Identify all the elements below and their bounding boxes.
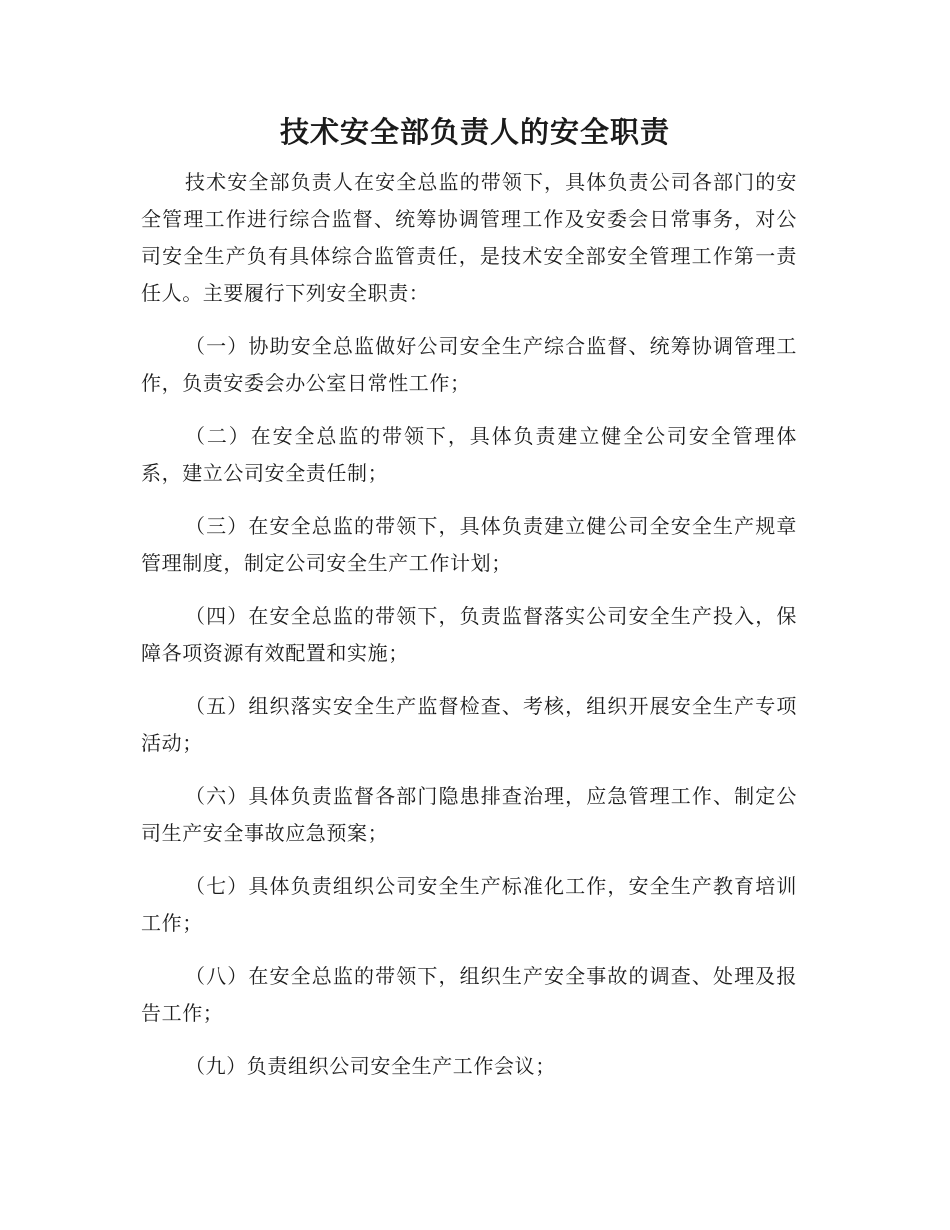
duty-item-7: （七）具体负责组织公司安全生产标准化工作，安全生产教育培训工作； [141,874,797,935]
page-title: 技术安全部负责人的安全职责 [279,115,670,149]
duty-item-8: （八）在安全总监的带领下，组织生产安全事故的调查、处理及报告工作； [141,964,797,1025]
document-body [141,164,797,1101]
duty-item-2: （二）在安全总监的带领下，具体负责建立健全公司安全管理体系，建立公司安全责任制； [141,424,797,485]
duty-item-5: （五）组织落实安全生产监督检查、考核，组织开展安全生产专项活动； [141,694,797,755]
duty-item-6: （六）具体负责监督各部门隐患排查治理，应急管理工作、制定公司生产安全事故应急预案； [141,784,797,845]
duty-item-9: （九）负责组织公司安全生产工作会议； [185,1054,556,1078]
intro-paragraph: 技术安全部负责人在安全总监的带领下，具体负责公司各部门的安全管理工作进行综合监督、统筹协调管理工作及安委会日常事务，对公司安全生产负有具体综合监管责任，是技术安全部安全管理工作第一责任人。主要履行下列安全职责： [141,170,797,305]
duty-item-3: （三）在安全总监的带领下，具体负责建立健公司全安全生产规章管理制度，制定公司安全生产工作计划； [141,514,797,575]
duty-item-1: （一）协助安全总监做好公司安全生产综合监督、统筹协调管理工作，负责安委会办公室日常性工作； [141,334,797,395]
duty-item-4: （四）在安全总监的带领下，负责监督落实公司安全生产投入，保障各项资源有效配置和实施； [141,604,797,665]
